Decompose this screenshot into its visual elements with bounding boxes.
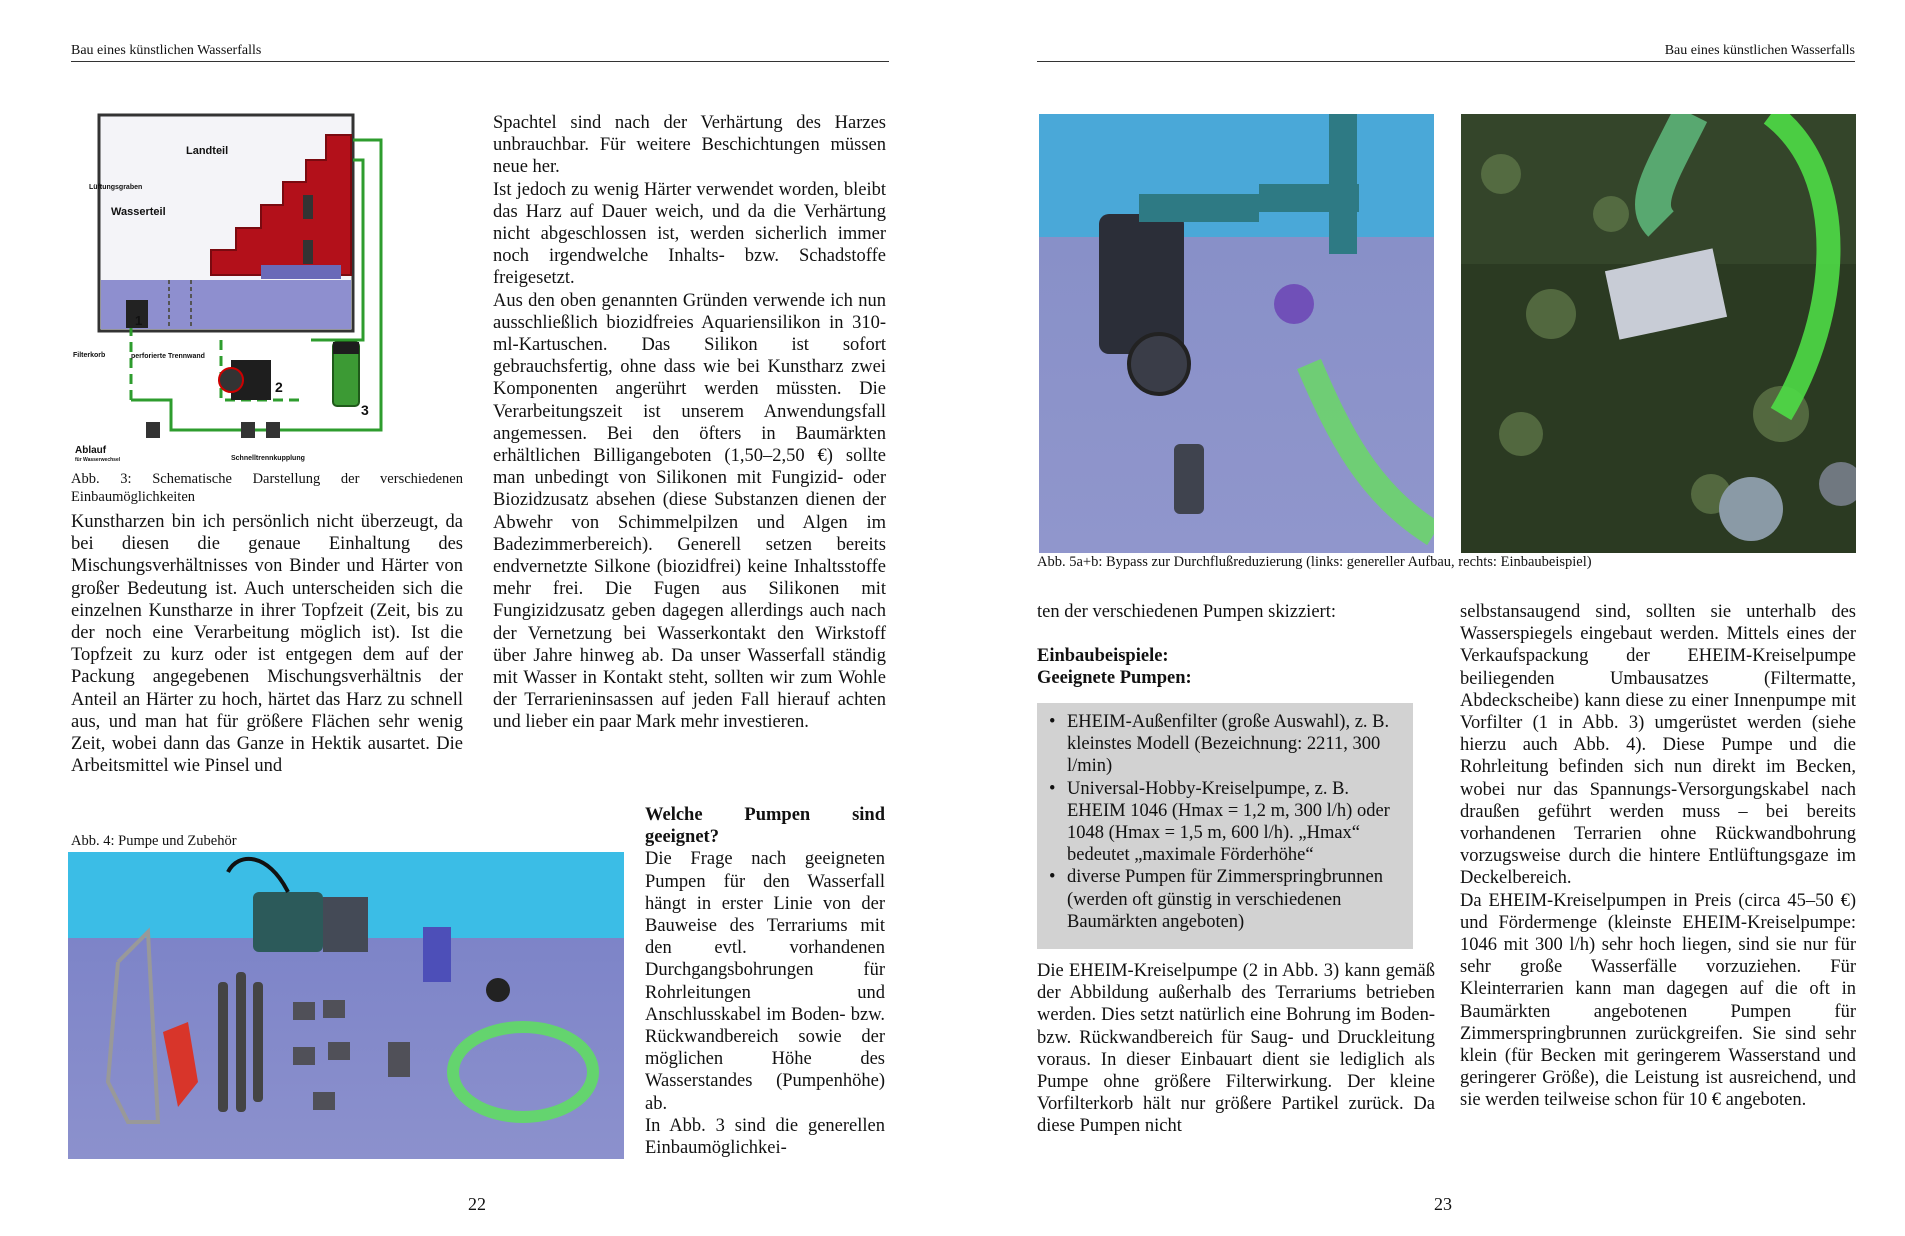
- left-running-header: [71, 43, 889, 62]
- label-lueftungsgraben: Lüftungsgraben: [89, 184, 143, 191]
- left-col2-paragraph-2: Ist jedoch zu wenig Härter verwendet worden, bleibt das Harz auf Dauer weich, und da die Verhärtung nicht abgeschlossen ist, werden sicherlich immer noch irgendwelche Inhalts- bzw. Schadstoffe freigesetzt.: [493, 179, 886, 289]
- left-column-1-text: [71, 511, 463, 801]
- right-column-1-body: [1037, 960, 1435, 1170]
- left-column-3-text: [645, 804, 885, 1164]
- figure-5-caption-text: Abb. 5a+b: Bypass zur Durchflußreduzierung (links: genereller Aufbau, rechts: Einbaubeispiel): [1037, 554, 1592, 570]
- right-page-number: [1434, 1194, 1452, 1215]
- right-page-number-text: 23: [1434, 1194, 1452, 1214]
- label-schnelltrennkupplung: Schnelltrennkupplung: [231, 455, 305, 462]
- left-col2-paragraph-3: Aus den oben genannten Gründen verwende ich nun ausschließlich biozidfreies Aquariensilikon in 310-ml-Kartuschen. Das Silikon ist sofort gebrauchsfertig, ohne dass wie bei Kunstharz zwei Komponenten angerührt werden müssten. Die Verarbeitungszeit ist unserem Anwendungsfall angemessen. Bei den öfters in Baumärkten erhältlichen Billigangeboten (1,50–2,50 €) sollte man unbedingt von Silikonen mit Fungizid- oder Biozidzusatz absehen (diese Substanzen dienen der Abwehr von Schimmelpilzen und Algen im Badezimmerbereich). Generell setzen bereits endvernetzte Silkone (biozidfrei) keine Inhaltsstoffe mehr frei. Die Fugen aus Silikonen mit Fungizidzusatz geben dagegen allerdings auch nach der Vernetzung bei Wasserkontakt den Wirkstoff über Jahre hinweg ab. Da unser Wasserfall ständig mit Wasser in Kontakt steht, sollten wir zum Wohle der Terrarieninsassen auf jeden Fall hierauf achten und lieber ein paar Mark mehr investieren.: [493, 290, 886, 733]
- right-col2-paragraph-1: selbstansaugend sind, sollten sie unterhalb des Wasserspiegels eingebaut werden. Mittels eines der Verkaufspackung der EHEIM-Kreiselpumpe beiliegenden Umbausatzes (Filtermatte, Abdeckscheibe) kann diese zu einer Innenpumpe mit Vorfilter (1 in Abb. 3) umgerüstet werden (siehe hierzu auch Abb. 4). Diese Pumpe und die Rohrleitung befinden sich nun direkt im Becken, wobei nur das Spannungs-Versorgungskabel nach draußen geführt werden muss – bei bereits vorhandenen Terrarien ohne Rückwandbohrung vorzugsweise durch die hintere Entlüftungsgaze im Deckelbereich.: [1460, 602, 1856, 889]
- pump-5a: [1099, 214, 1184, 354]
- section-heading-pumps: Welche Pumpen sind geeignet?: [645, 805, 885, 848]
- pump-option-3: • diverse Pumpen für Zimmerspringbrunnen (werden oft günstig in verschiedenen Baumärkten angeboten): [1049, 866, 1405, 933]
- pump-cable: [228, 859, 288, 892]
- figure-5b-photo: [1461, 114, 1856, 553]
- nozzle: [1174, 444, 1204, 514]
- label-landteil: Landteil: [186, 145, 229, 157]
- file-handle: [163, 1022, 198, 1107]
- hacksaw: [108, 932, 158, 1122]
- cover-disc: [486, 978, 510, 1002]
- label-num-3: 3: [361, 402, 369, 418]
- figure-4-caption: [71, 832, 571, 850]
- right-column-2-text: [1460, 601, 1856, 1171]
- right-running-header: [1037, 43, 1855, 62]
- right-header-text: Bau eines künstlichen Wasserfalls: [1664, 43, 1855, 58]
- left-header-text: Bau eines künstlichen Wasserfalls: [71, 43, 262, 58]
- green-tube: [1309, 364, 1434, 534]
- label-ablauf: Ablauf: [75, 445, 107, 456]
- left-page-number-text: 22: [468, 1194, 486, 1214]
- pump-option-1: • EHEIM-Außenfilter (große Auswahl), z. B. kleinstes Modell (Bezeichnung: 2211, 300 l/min): [1049, 711, 1405, 778]
- green-hose: [453, 1027, 593, 1117]
- left-col3-paragraph: Die Frage nach geeigneten Pumpen für den Wasserfall hängt in erster Linie von der Bauweise des Terrariums mit den evtl. vorhandenen Durchgangsbohrungen für Rohrleitungen und Anschlusskabel im Boden- bzw. Rückwandbereich sowie der möglichen Höhe des Wasserstandes (Pumpenhöhe) ab.: [645, 849, 885, 1114]
- label-filterkorb: Filterkorb: [73, 352, 106, 359]
- heading-geeignete-pumpen: Geeignete Pumpen:: [1037, 668, 1192, 689]
- figure-4-caption-text: Abb. 4: Pumpe und Zubehör: [71, 833, 237, 849]
- heading-einbaubeispiele: Einbaubeispiele:: [1037, 646, 1169, 667]
- left-page-number: [468, 1194, 486, 1215]
- figure-3-svg: [71, 110, 468, 462]
- rod-2: [236, 972, 246, 1112]
- rod-1: [218, 982, 228, 1112]
- label-trennwand: perforierte Trennwand: [131, 353, 205, 360]
- right-col1-paragraph: Die EHEIM-Kreiselpumpe (2 in Abb. 3) kann gemäß der Abbildung außerhalb des Terrariums betrieben werden. Dies setzt natürlich eine Bohrung im Boden- bzw. Rückwandbereich für Saug- und Druckleitung voraus. In dieser Einbauart dient sie lediglich als Pumpe ohne größere Filterwirkung. Der kleine Vorfilterkorb hält nur größere Partikel zurück. Da diese Pumpen nicht: [1037, 961, 1435, 1137]
- filter-sponge: [423, 927, 451, 982]
- suitable-pumps-box: [1037, 703, 1413, 949]
- pipe-fittings: [293, 1000, 410, 1110]
- figure-5-caption: [1037, 553, 1857, 571]
- right-col2-paragraph-2: Da EHEIM-Kreiselpumpen in Preis (circa 45–50 €) und Fördermenge (kleinste EHEIM-Kreiselpumpe: 1046 mit 300 l/h) sehr hoch liegen, sind sie nur für sehr große Wasserfälle vorzuziehen. Für Kleinterrarien kann man dagegen auf die oft in Baumärkten angebotenen Pumpen für Zimmerspringbrunnen zurückgreifen. Sie sind sehr klein (für Becken mit geringerem Wasserstand und geringerer Größe), die Leistung ist ausreichend, und sie werden teilweise schon für 10 € angeboten.: [1460, 890, 1856, 1111]
- label-num-2: 2: [275, 379, 283, 395]
- left-col3-paragraph-2: In Abb. 3 sind die generellen Einbaumöglichkei-: [645, 1115, 885, 1159]
- left-col2-paragraph-1: Spachtel sind nach der Verhärtung des Harzes unbrauchbar. Für weitere Beschichtungen müssen neue her.: [493, 113, 886, 178]
- suitable-pumps-list: [1037, 711, 1405, 933]
- label-num-1: 1: [135, 313, 143, 328]
- valve-purple: [1274, 284, 1314, 324]
- pipe-horizontal: [1139, 194, 1259, 222]
- pipe-tee: [1259, 184, 1359, 212]
- pump-filter-head: [323, 897, 368, 952]
- pump-body: [253, 892, 323, 952]
- label-ablauf-sub: für Wasserwechsel: [75, 457, 121, 462]
- rod-3: [253, 982, 263, 1102]
- suction-disc: [1719, 477, 1783, 541]
- figure-3-caption-text: Abb. 3: Schematische Darstellung der verschiedenen Einbaumöglichkeiten: [71, 471, 463, 505]
- label-wasserteil: Wasserteil: [111, 206, 166, 218]
- figure-3-caption: [71, 470, 463, 506]
- left-column-2-text: [493, 112, 886, 784]
- figure-4-photo: [68, 852, 624, 1159]
- pump-option-2: • Universal-Hobby-Kreiselpumpe, z. B. EHEIM 1046 (Hmax = 1,2 m, 300 l/h) oder 1048 (Hmax = 1,5 m, 600 l/h). „Hmax“ bedeutet „maximale Förderhöhe“: [1049, 778, 1405, 867]
- right-col1-intro: ten der verschiedenen Pumpen skizziert:: [1037, 602, 1336, 622]
- left-col1-paragraph: Kunstharzen bin ich persönlich nicht überzeugt, da bei diesen die genaue Einhaltung des Mischungsverhältnisses von Binder und Härter von großer Bedeutung ist. Auch unterscheiden sich die einzelnen Kunstharze in ihrer Topfzeit (Zeit, bis zu der noch eine Verarbeitung möglich ist). Ist die Topfzeit zu kurz oder ist entgegen dem auf der Packung angegebenen Mischungsverhältnis der Anteil an Härter zu hoch, härtet das Harz zu schnell aus, und man hat für größere Flächen sehr wenig Zeit, wobei dann das Ganze in Hektik ausartet. Die Arbeitsmittel wie Pinsel und: [71, 512, 463, 777]
- substrate-strip: [261, 265, 341, 279]
- figure-5a-photo: [1039, 114, 1434, 553]
- figure-3-diagram: [71, 110, 468, 462]
